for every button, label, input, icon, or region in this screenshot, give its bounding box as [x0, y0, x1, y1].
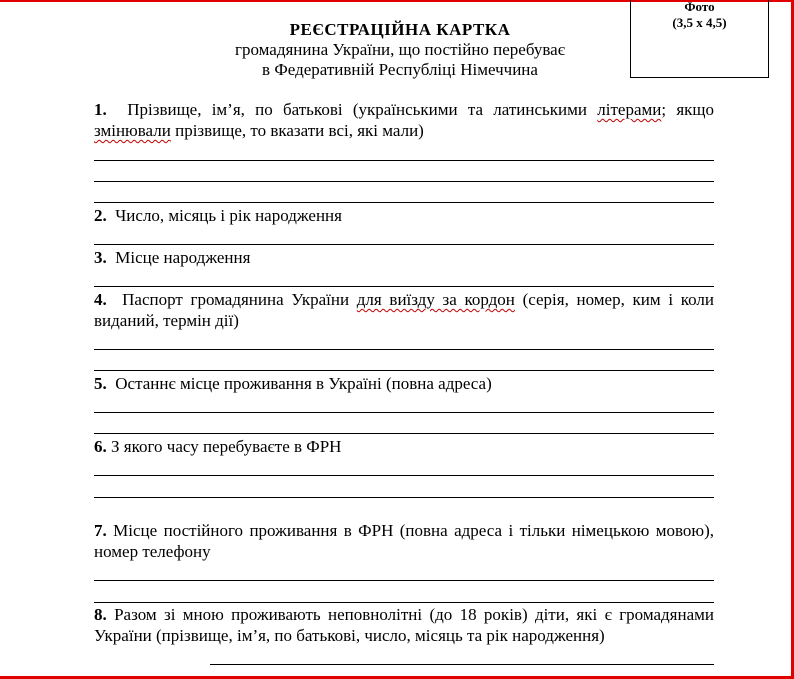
question-text: змінювали — [94, 121, 171, 140]
answer-line[interactable] — [94, 412, 714, 413]
question-8 — [94, 604, 714, 646]
answer-line[interactable] — [94, 349, 714, 350]
answer-line[interactable] — [94, 497, 714, 498]
photo-placeholder — [630, 0, 769, 78]
question-text: літерами — [597, 100, 662, 119]
answer-line[interactable] — [94, 181, 714, 182]
answer-line[interactable] — [94, 433, 714, 434]
question-3 — [94, 247, 714, 268]
document-title: РЕЄСТРАЦІЙНА КАРТКА — [289, 20, 511, 39]
question-text: Останнє місце проживання в Україні (повна адреса) — [115, 374, 492, 393]
question-text: Місце постійного проживання в ФРН (повна адреса і тільки німецькою мовою), номер телефону — [94, 521, 714, 561]
document-subtitle-2: в Федеративній Республіці Німеччина — [262, 60, 538, 79]
answer-line[interactable] — [94, 286, 714, 287]
question-number: 1. — [94, 100, 107, 119]
answer-line[interactable] — [94, 580, 714, 581]
question-text: прізвище, то вказати всі, які мали) — [170, 121, 424, 140]
photo-label: Фото — [684, 0, 715, 14]
answer-line[interactable] — [94, 160, 714, 161]
question-text: ; — [661, 100, 667, 119]
question-number: 3. — [94, 248, 107, 267]
question-4 — [94, 289, 714, 331]
question-6 — [94, 436, 714, 457]
question-text: для виїзду за кордон — [356, 290, 515, 309]
question-text: Разом зі мною проживають неповнолітні (до 18 років) діти, які є громадянами України (прізвище, ім’я, по батькові, число, місяць та рік народження) — [94, 605, 715, 645]
question-number: 6. — [94, 437, 107, 456]
question-text: якщо — [676, 100, 715, 119]
question-5 — [94, 373, 714, 394]
question-number: 8. — [94, 605, 107, 624]
answer-line[interactable] — [94, 475, 714, 476]
question-text: Місце народження — [115, 248, 251, 267]
question-number: 4. — [94, 290, 107, 309]
answer-line[interactable] — [210, 664, 714, 665]
answer-line[interactable] — [94, 370, 714, 371]
document-subtitle-1: громадянина України, що постійно перебуває — [235, 40, 565, 59]
photo-size: (3,5 х 4,5) — [672, 15, 727, 30]
question-text: З якого часу перебуваєте в ФРН — [111, 437, 342, 456]
question-7 — [94, 520, 714, 562]
question-2 — [94, 205, 714, 226]
question-text: (серія, номер, ким і коли виданий, термін дії) — [94, 290, 714, 330]
question-text: Прізвище, ім’я, по батькові (українськими та латинськими — [127, 100, 598, 119]
question-number: 2. — [94, 206, 107, 225]
question-text: Паспорт громадянина України — [122, 290, 357, 309]
document-header — [180, 20, 620, 80]
answer-line[interactable] — [94, 244, 714, 245]
question-number: 5. — [94, 374, 107, 393]
answer-line[interactable] — [94, 202, 714, 203]
question-number: 7. — [94, 521, 107, 540]
answer-line[interactable] — [94, 602, 714, 603]
question-text: Число, місяць і рік народження — [115, 206, 342, 225]
question-1 — [94, 99, 714, 141]
